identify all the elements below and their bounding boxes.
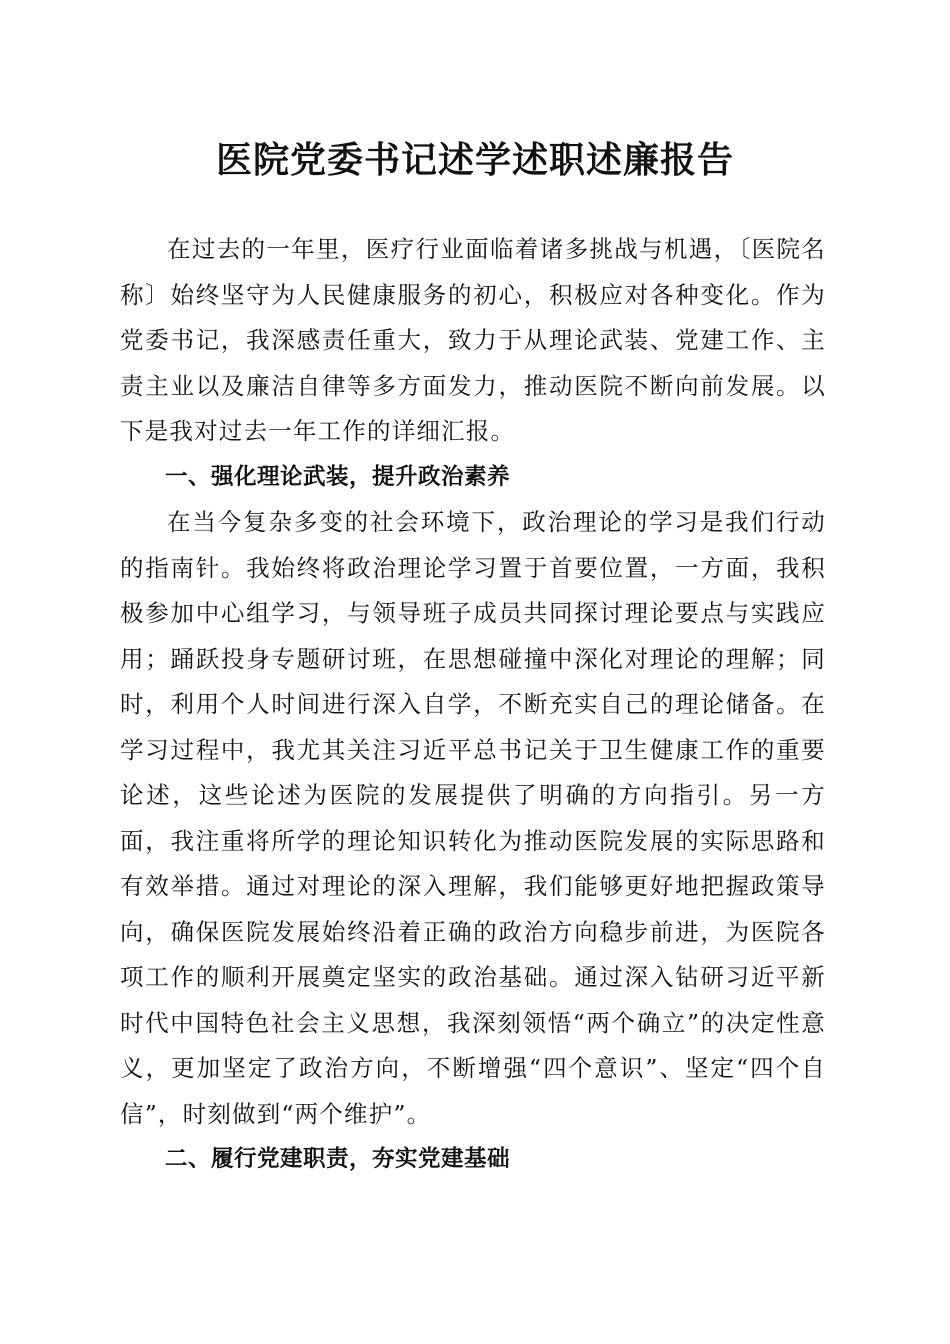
section-1-paragraph: 在当今复杂多变的社会环境下，政治理论的学习是我们行动的指南针。我始终将政治理论学习置于首要位置，一方面，我积极参加中心组学习，与领导班子成员共同探讨理论要点与实践应用；踊跃投身专题研讨班，在思想碰撞中深化对理论的理解；同时，利用个人时间进行深入自学，不断充实自己的理论储备。在学习过程中，我尤其关注习近平总书记关于卫生健康工作的重要论述，这些论述为医院的发展提供了明确的方向指引。另一方面，我注重将所学的理论知识转化为推动医院发展的实际思路和有效举措。通过对理论的深入理解，我们能够更好地把握政策导向，确保医院发展始终沿着正确的政治方向稳步前进，为医院各项工作的顺利开展奠定坚实的政治基础。通过深入钻研习近平新时代中国特色社会主义思想，我深刻领悟“两个确立”的决定性意义，更加坚定了政治方向，不断增强“四个意识”、坚定“四个自信”，时刻做到“两个维护”。 <box>120 508 826 1128</box>
section-1-heading: 一、强化理论武装，提升政治素养 <box>165 463 511 490</box>
intro-paragraph: 在过去的一年里，医疗行业面临着诸多挑战与机遇，〔医院名称〕始终坚守为人民健康服务的初心，积极应对各种变化。作为党委书记，我深感责任重大，致力于从理论武装、党建工作、主责主业以及廉洁自律等多方面发力，推动医院不断向前发展。以下是我对过去一年工作的详细汇报。 <box>120 235 826 445</box>
section-2-heading: 二、履行党建职责，夯实党建基础 <box>165 1146 511 1172</box>
document-title: 医院党委书记述学述职述廉报告 <box>215 139 734 181</box>
document-body <box>120 227 826 1183</box>
